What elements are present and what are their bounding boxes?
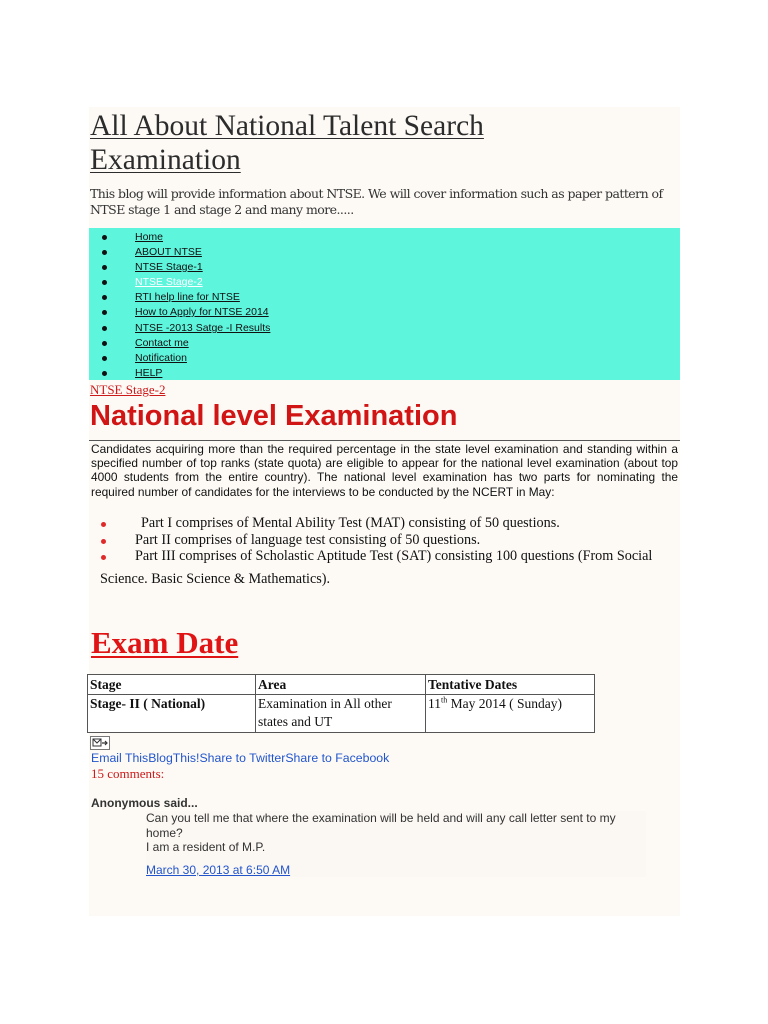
nav-link-rti-help-line[interactable]: RTI help line for NTSE	[135, 291, 240, 303]
comment-timestamp-link[interactable]: March 30, 2013 at 6:50 AM	[146, 863, 291, 877]
bullet-icon	[102, 295, 107, 300]
list-item: Part III comprises of Scholastic Aptitude Test (SAT) consisting 100 questions (From Social	[135, 548, 653, 564]
share-links	[91, 750, 389, 766]
comment-author: Anonymous said...	[91, 796, 198, 810]
nav-link-about-ntse[interactable]: ABOUT NTSE	[135, 246, 202, 258]
date-suffix: th	[441, 695, 448, 705]
bullet-icon	[102, 250, 107, 255]
nav-link-how-to-apply[interactable]: How to Apply for NTSE 2014	[135, 306, 269, 318]
table-header-stage: Stage	[88, 675, 256, 695]
bullet-icon	[102, 341, 107, 346]
nav-link-ntse-stage-1[interactable]: NTSE Stage-1	[135, 261, 203, 273]
bullet-icon	[101, 555, 106, 560]
post-heading: National level Examination	[90, 400, 458, 432]
bullet-icon	[102, 235, 107, 240]
exam-date-table	[87, 674, 595, 733]
nav-link-help[interactable]: HELP	[135, 367, 163, 379]
nav-link-ntse-stage-2[interactable]: NTSE Stage-2	[135, 276, 203, 288]
comment-text: I am a resident of M.P.	[146, 840, 266, 854]
table-cell-stage: Stage- II ( National)	[88, 695, 256, 733]
share-facebook-link[interactable]: Share to Facebook	[285, 751, 390, 765]
share-twitter-link[interactable]: Share to Twitter	[199, 751, 286, 765]
comment-body	[146, 811, 646, 855]
table-header-dates: Tentative Dates	[426, 675, 595, 695]
nav-link-results[interactable]: NTSE -2013 Satge -I Results	[135, 322, 271, 334]
table-header-row	[88, 675, 595, 695]
bullet-icon	[102, 371, 107, 376]
bullet-icon	[102, 310, 107, 315]
list-item-continuation: Science. Basic Science & Mathematics).	[100, 571, 331, 587]
blogthis-link[interactable]: BlogThis!	[148, 751, 200, 765]
table-header-area: Area	[256, 675, 426, 695]
nav-link-contact-me[interactable]: Contact me	[135, 337, 189, 349]
table-row	[88, 695, 595, 733]
table-cell-date	[426, 695, 595, 733]
bullet-icon	[102, 326, 107, 331]
bullet-icon	[102, 356, 107, 361]
post-paragraph: Candidates acquiring more than the required percentage in the state level examination and standing within a specified number of top ranks (state quota) are eligible to appear for the national level examination (about top 4000 students from the entire country). The national level examination has two parts for nominating the required number of candidates for the interviews to be conducted by the NCERT in May:	[91, 442, 678, 499]
list-item: Part I comprises of Mental Ability Test (MAT) consisting of 50 questions.	[141, 515, 560, 531]
list-item: Part II comprises of language test consisting of 50 questions.	[135, 532, 481, 548]
table-cell-area: Examination in All other states and UT	[256, 695, 426, 733]
date-day: 11	[428, 696, 441, 711]
bullet-icon	[102, 265, 107, 270]
blog-title[interactable]: All About National Talent Search Examination	[90, 110, 484, 176]
bullet-icon	[101, 539, 106, 544]
comment-text: Can you tell me that where the examination will be held and will any call letter sent to my home?	[146, 811, 616, 840]
bullet-icon	[102, 280, 107, 285]
comments-count: 15 comments:	[91, 766, 165, 781]
pages-nav	[89, 228, 680, 380]
post-title-link[interactable]: NTSE Stage-2	[90, 382, 166, 397]
blog-description: This blog will provide information about NTSE. We will cover information such as paper pattern of NTSE stage 1 and stage 2 and many more.....	[90, 186, 663, 217]
nav-link-home[interactable]: Home	[135, 231, 164, 243]
nav-link-notification[interactable]: Notification	[135, 352, 187, 364]
email-this-link[interactable]: Email This	[91, 751, 149, 765]
email-post-icon[interactable]	[90, 736, 110, 750]
date-rest: May 2014 ( Sunday)	[447, 696, 562, 711]
blog-header	[89, 107, 680, 225]
heading-divider	[89, 440, 680, 441]
exam-date-heading: Exam Date	[91, 625, 239, 660]
bullet-icon	[101, 522, 106, 527]
